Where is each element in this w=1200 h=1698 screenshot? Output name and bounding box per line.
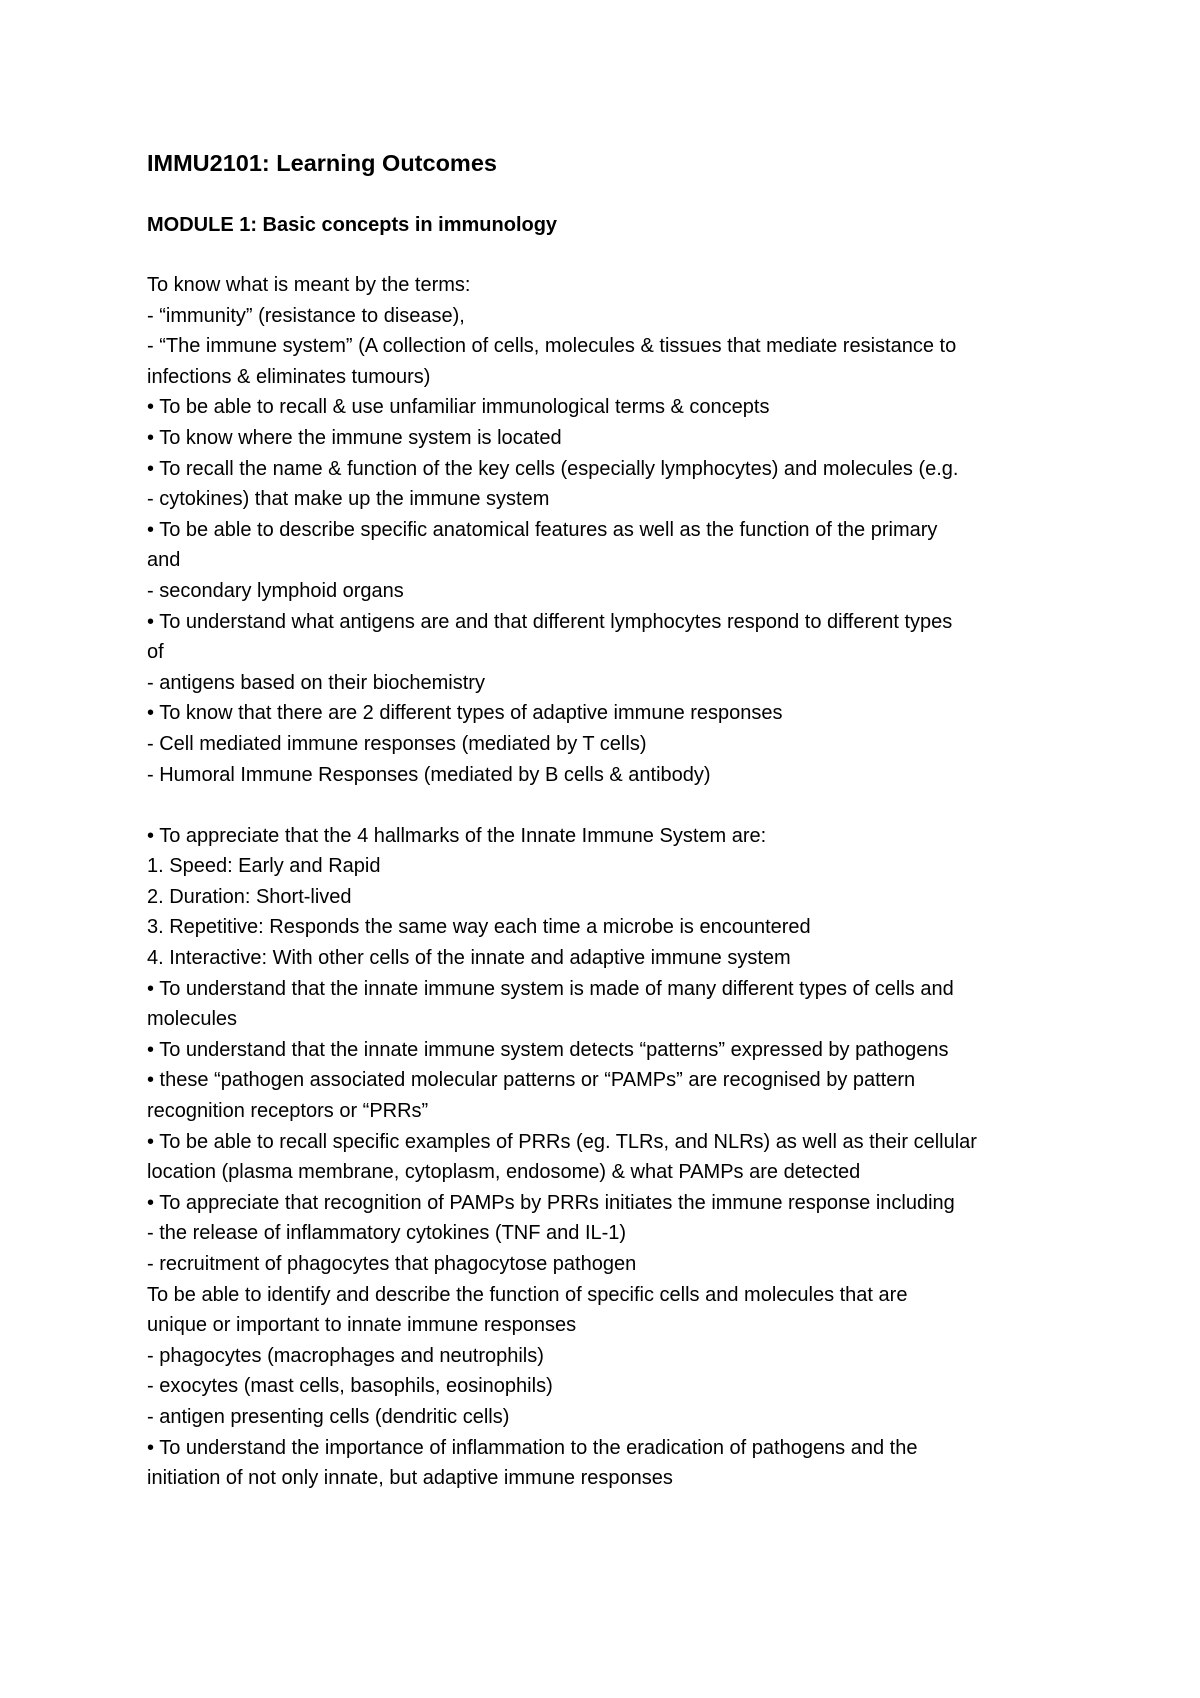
text-line: unique or important to innate immune responses [147, 1314, 577, 1337]
text-line: - exocytes (mast cells, basophils, eosinophils) [147, 1375, 553, 1398]
text-line: initiation of not only innate, but adaptive immune responses [147, 1467, 673, 1490]
text-line: - secondary lymphoid organs [147, 579, 404, 602]
text-line: molecules [147, 1008, 238, 1031]
text-line: • To appreciate that the 4 hallmarks of the Innate Immune System are: [147, 824, 767, 847]
text-line: 3. Repetitive: Responds the same way each time a microbe is encountered [147, 916, 811, 939]
text-line: 4. Interactive: With other cells of the innate and adaptive immune system [147, 947, 791, 970]
paragraph-gap [147, 790, 1072, 821]
text-line: recognition receptors or “PRRs” [147, 1100, 429, 1123]
text-line: - recruitment of phagocytes that phagocytose pathogen [147, 1253, 637, 1275]
text-line: • To understand that the innate immune system detects “patterns” expressed by pathogens [147, 1038, 949, 1061]
text-line: • To understand that the innate immune system is made of many different types of cells and [147, 977, 954, 1000]
text-line: • these “pathogen associated molecular patterns or “PAMPs” are recognised by pattern [147, 1069, 916, 1092]
text-line: - “The immune system” (A collection of cells, molecules & tissues that mediate resistance to [147, 335, 957, 358]
document-title: IMMU2101: Learning Outcomes [147, 150, 497, 176]
text-line: - phagocytes (macrophages and neutrophils) [147, 1344, 544, 1367]
learning-outcomes-body [147, 270, 1072, 1494]
text-line: • To be able to recall & use unfamiliar immunological terms & concepts [147, 396, 770, 419]
text-line: • To be able to describe specific anatomical features as well as the function of the primary [147, 518, 938, 541]
text-line: • To recall the name & function of the key cells (especially lymphocytes) and molecules (e.g. [147, 457, 959, 480]
text-line: • To know that there are 2 different types of adaptive immune responses [147, 702, 783, 725]
text-line: - “immunity” (resistance to disease), [147, 304, 465, 327]
text-line: - Cell mediated immune responses (mediated by T cells) [147, 732, 647, 755]
text-line: - Humoral Immune Responses (mediated by B cells & antibody) [147, 763, 711, 786]
text-line: • To appreciate that recognition of PAMPs by PRRs initiates the immune response including [147, 1191, 955, 1214]
text-line: • To understand the importance of inflammation to the eradication of pathogens and the [147, 1436, 918, 1459]
text-line: and [147, 549, 181, 572]
text-line: • To understand what antigens are and that different lymphocytes respond to different types [147, 610, 953, 633]
text-line: - the release of inflammatory cytokines (TNF and IL-1) [147, 1222, 627, 1245]
text-line: 1. Speed: Early and Rapid [147, 855, 381, 878]
text-line: of [147, 641, 164, 664]
text-line: location (plasma membrane, cytoplasm, endosome) & what PAMPs are detected [147, 1161, 861, 1184]
text-line: - cytokines) that make up the immune system [147, 488, 550, 511]
text-line: To be able to identify and describe the function of specific cells and molecules that are [147, 1283, 908, 1306]
text-line: 2. Duration: Short-lived [147, 885, 352, 908]
text-line: - antigen presenting cells (dendritic cells) [147, 1405, 510, 1428]
text-line: - antigens based on their biochemistry [147, 671, 485, 694]
text-line: infections & eliminates tumours) [147, 365, 431, 388]
document-content [147, 148, 1072, 1494]
text-line: • To be able to recall specific examples of PRRs (eg. TLRs, and NLRs) as well as their cellular [147, 1130, 977, 1153]
text-line: • To know where the immune system is located [147, 426, 562, 449]
text-line: To know what is meant by the terms: [147, 274, 471, 296]
module-title: MODULE 1: Basic concepts in immunology [147, 214, 558, 236]
